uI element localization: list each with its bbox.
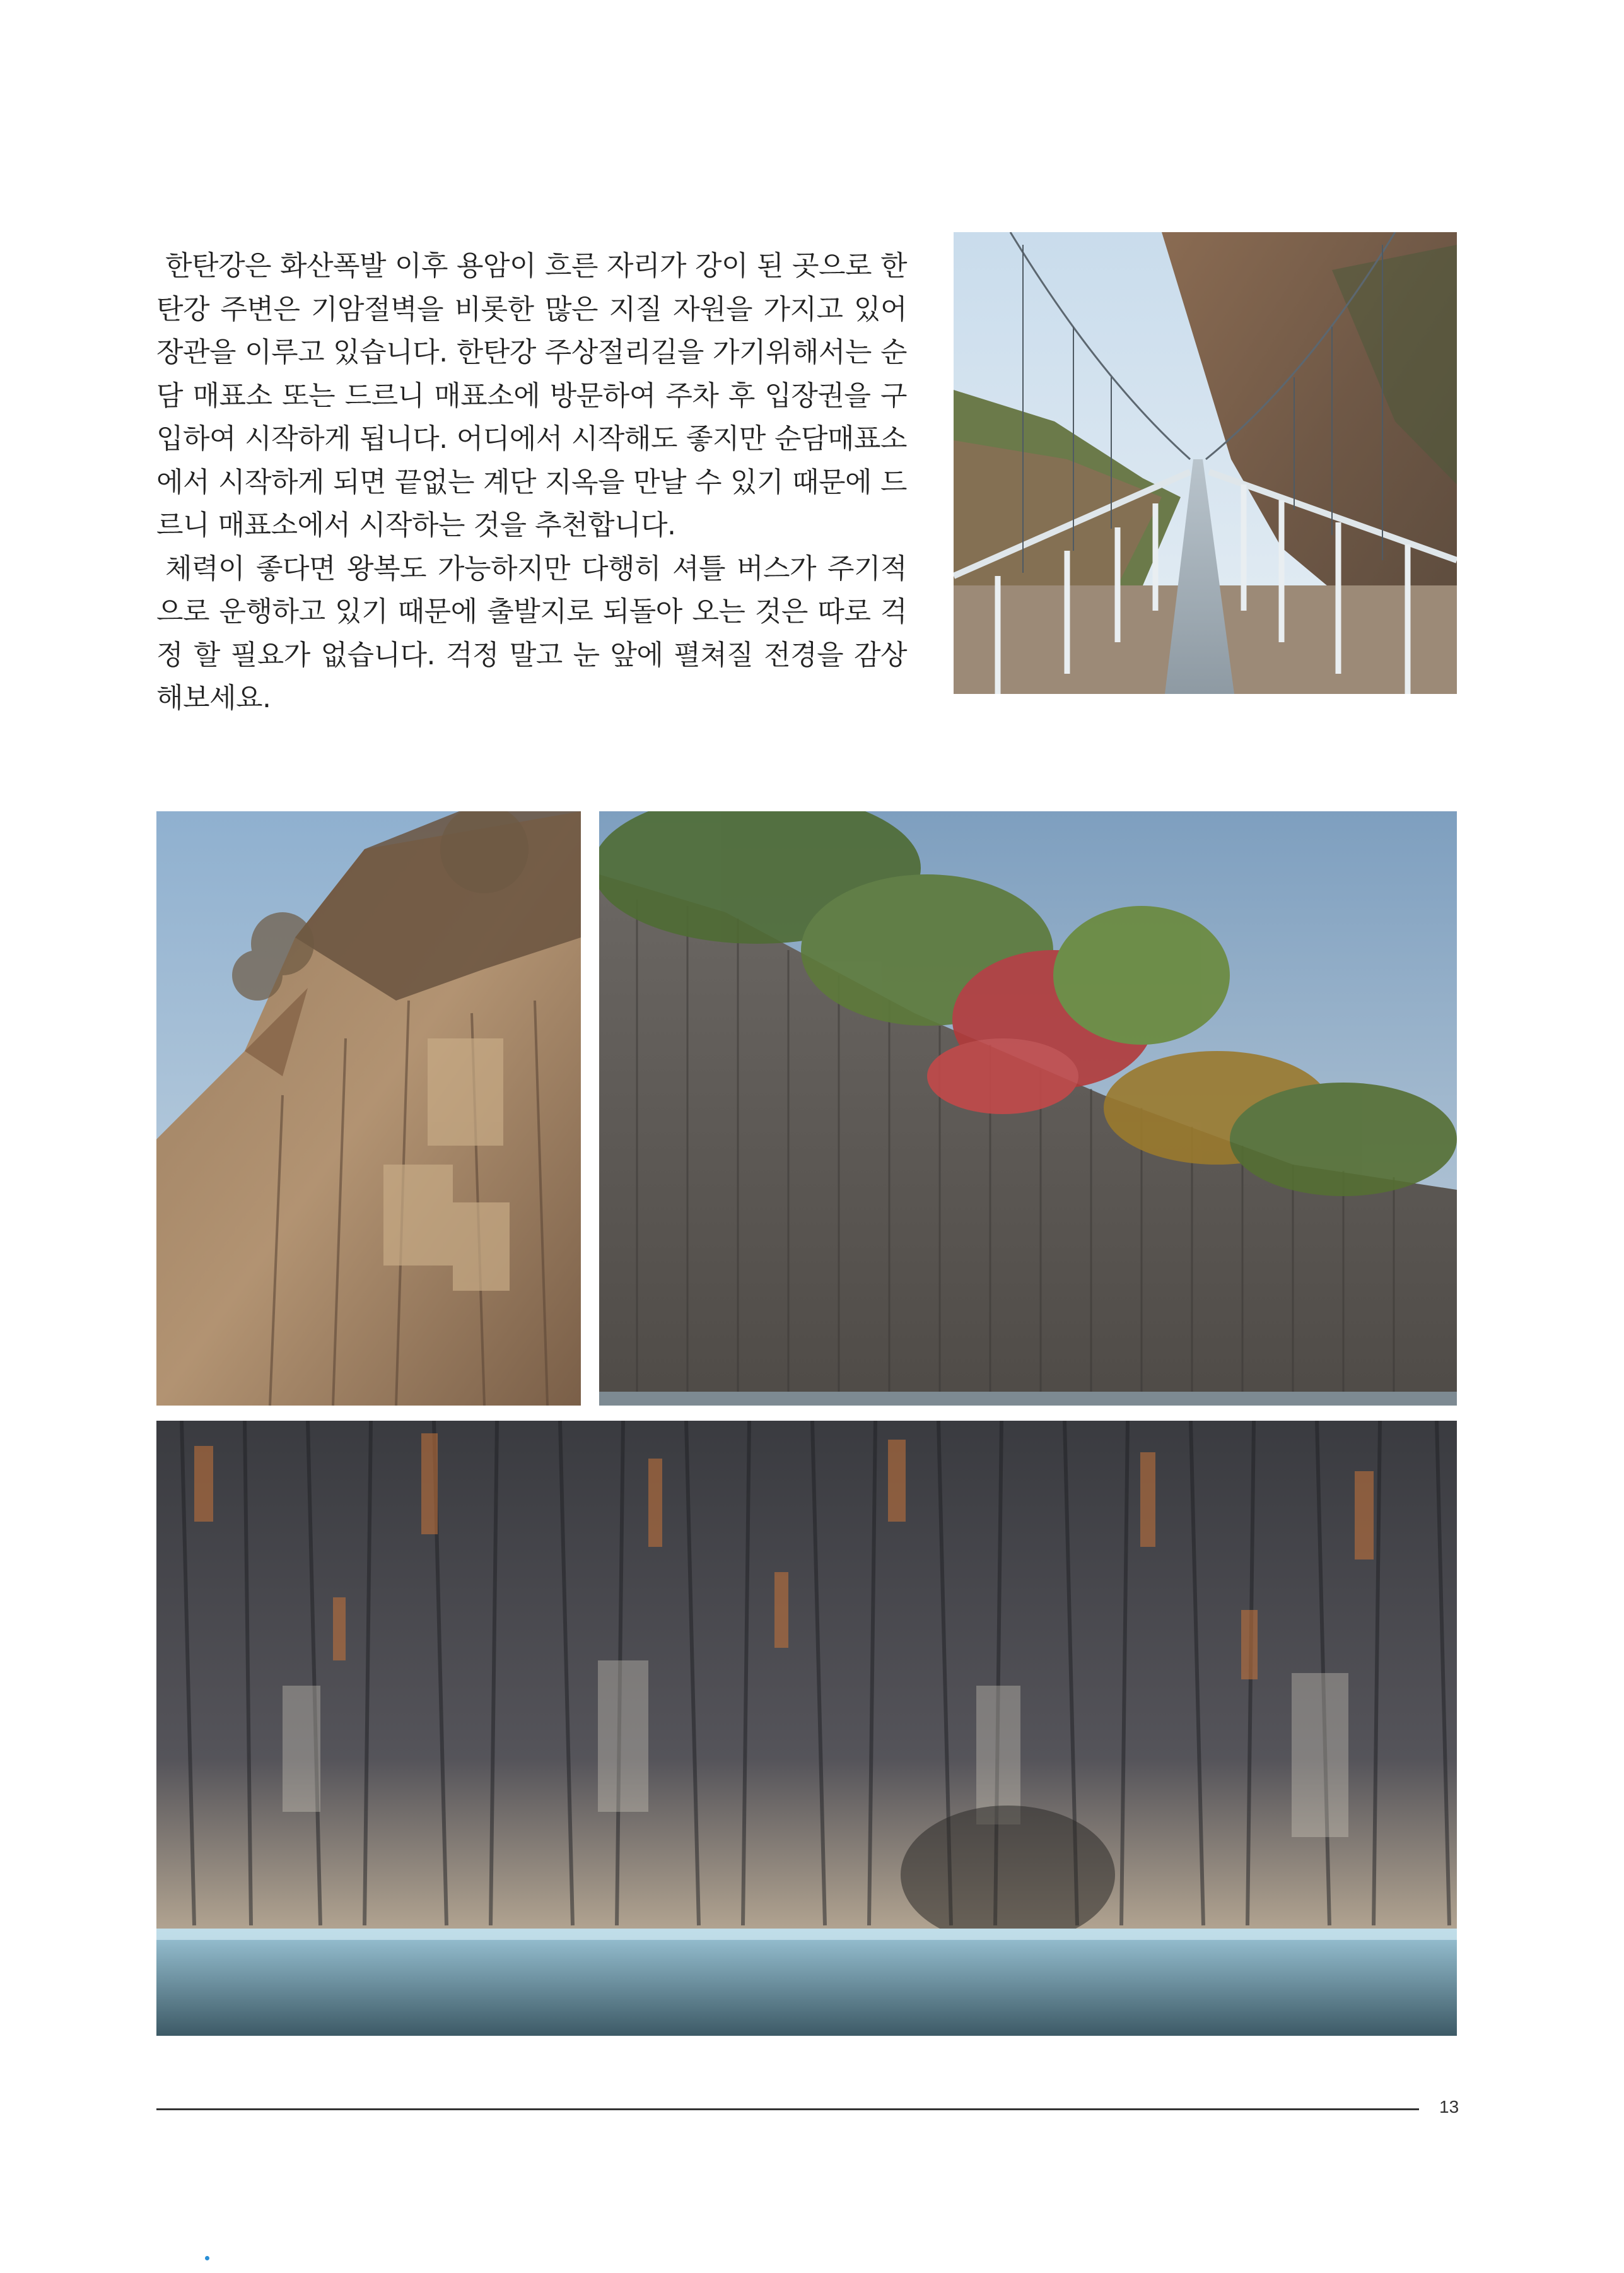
article-paragraph-2: 체력이 좋다면 왕복도 가능하지만 다행히 셔틀 버스가 주기적으로 운행하고 있기 때문에 출발지로 되돌아 오는 것은 따로 걱정 할 필요가 없습니다. 걱정 말고 눈 앞에 펼쳐질 전경을 감상해보세요.	[156, 552, 907, 714]
basalt-columns-photo	[156, 1421, 1457, 2036]
autumn-cliff-photo	[599, 811, 1457, 1406]
article-paragraph-1: 한탄강은 화산폭발 이후 용암이 흐른 자리가 강이 된 곳으로 한탄강 주변은 기암절벽을 비롯한 많은 지질 자원을 가지고 있어 장관을 이루고 있습니다. 한탄강 주상절리길을 가기위해서는 순담 매표소 또는 드르니 매표소에 방문하여 주차 후 입장권을 구입하여 시작하게 됩니다. 어디에서 시작해도 좋지만 순담매표소에서 시작하게 되면 끝없는 계단 지옥을 만날 수 있기 때문에 드르니 매표소에서 시작하는 것을 추천합니다.	[156, 250, 907, 541]
footer-rule	[156, 2108, 1419, 2110]
suspension-bridge-photo	[954, 232, 1457, 694]
cliff-closeup-photo	[156, 811, 581, 1406]
article-body	[156, 245, 907, 720]
corner-dot	[205, 2256, 209, 2260]
page-number: 13	[1439, 2097, 1459, 2117]
